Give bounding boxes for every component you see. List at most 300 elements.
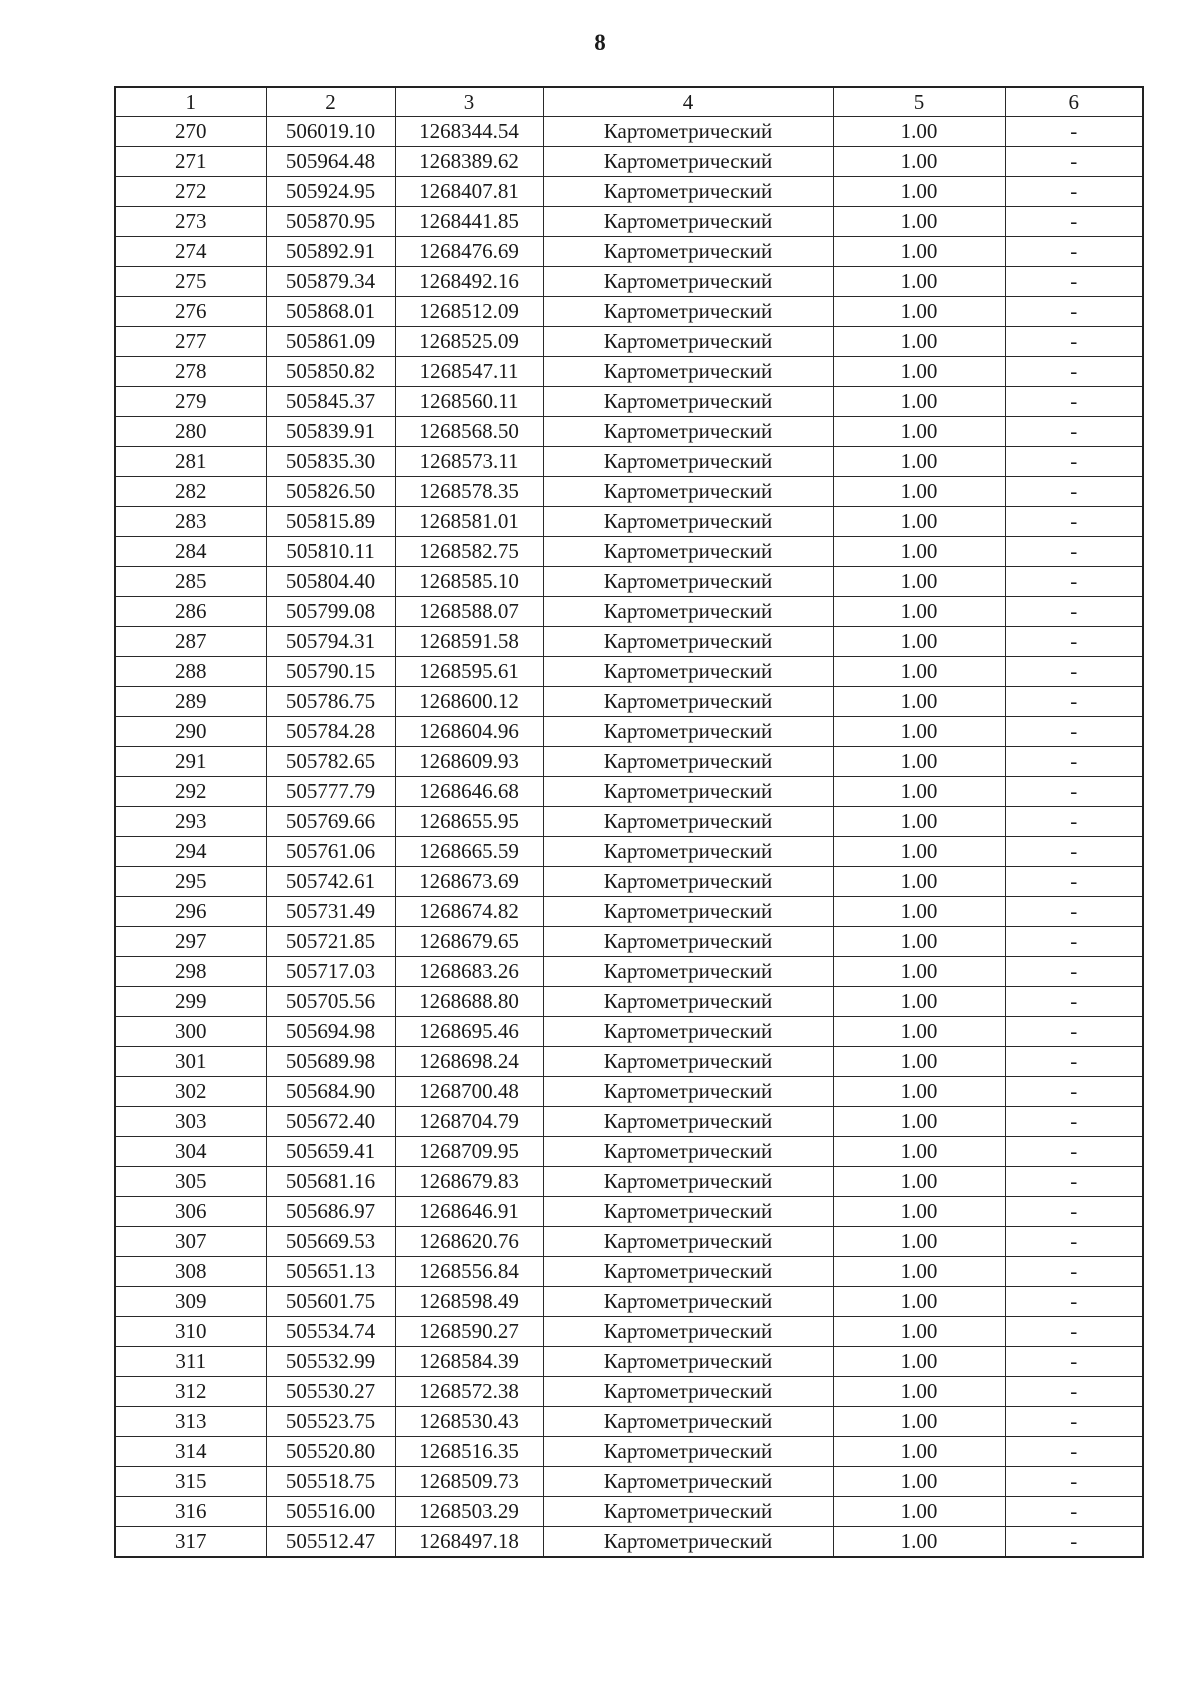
method-cell: Картометрический <box>543 867 833 897</box>
y-coordinate-cell: 1268547.11 <box>395 357 543 387</box>
y-coordinate-cell: 1268492.16 <box>395 267 543 297</box>
table-row <box>115 1407 1143 1437</box>
y-coordinate-cell: 1268568.50 <box>395 417 543 447</box>
table-row <box>115 117 1143 147</box>
x-coordinate-cell: 505845.37 <box>266 387 395 417</box>
y-coordinate-cell: 1268581.01 <box>395 507 543 537</box>
table-row <box>115 1347 1143 1377</box>
method-cell: Картометрический <box>543 117 833 147</box>
accuracy-cell: 1.00 <box>833 1197 1005 1227</box>
point-number-cell: 291 <box>115 747 266 777</box>
x-coordinate-cell: 505782.65 <box>266 747 395 777</box>
description-cell: - <box>1005 687 1143 717</box>
table-row <box>115 207 1143 237</box>
x-coordinate-cell: 505694.98 <box>266 1017 395 1047</box>
point-number-cell: 311 <box>115 1347 266 1377</box>
x-coordinate-cell: 505681.16 <box>266 1167 395 1197</box>
point-number-cell: 295 <box>115 867 266 897</box>
y-coordinate-cell: 1268609.93 <box>395 747 543 777</box>
point-number-cell: 302 <box>115 1077 266 1107</box>
point-number-cell: 283 <box>115 507 266 537</box>
point-number-cell: 272 <box>115 177 266 207</box>
point-number-cell: 282 <box>115 477 266 507</box>
description-cell: - <box>1005 1167 1143 1197</box>
x-coordinate-cell: 505835.30 <box>266 447 395 477</box>
accuracy-cell: 1.00 <box>833 747 1005 777</box>
description-cell: - <box>1005 357 1143 387</box>
description-cell: - <box>1005 957 1143 987</box>
y-coordinate-cell: 1268509.73 <box>395 1467 543 1497</box>
method-cell: Картометрический <box>543 1317 833 1347</box>
column-header: 4 <box>543 87 833 117</box>
description-cell: - <box>1005 1377 1143 1407</box>
y-coordinate-cell: 1268695.46 <box>395 1017 543 1047</box>
point-number-cell: 274 <box>115 237 266 267</box>
table-row <box>115 687 1143 717</box>
description-cell: - <box>1005 1077 1143 1107</box>
method-cell: Картометрический <box>543 177 833 207</box>
table-row <box>115 1467 1143 1497</box>
method-cell: Картометрический <box>543 207 833 237</box>
table-row <box>115 1437 1143 1467</box>
x-coordinate-cell: 505794.31 <box>266 627 395 657</box>
table-row <box>115 627 1143 657</box>
point-number-cell: 299 <box>115 987 266 1017</box>
point-number-cell: 289 <box>115 687 266 717</box>
y-coordinate-cell: 1268591.58 <box>395 627 543 657</box>
method-cell: Картометрический <box>543 237 833 267</box>
table-row <box>115 987 1143 1017</box>
method-cell: Картометрический <box>543 537 833 567</box>
method-cell: Картометрический <box>543 507 833 537</box>
method-cell: Картометрический <box>543 147 833 177</box>
description-cell: - <box>1005 297 1143 327</box>
description-cell: - <box>1005 417 1143 447</box>
y-coordinate-cell: 1268525.09 <box>395 327 543 357</box>
accuracy-cell: 1.00 <box>833 1137 1005 1167</box>
point-number-cell: 276 <box>115 297 266 327</box>
point-number-cell: 307 <box>115 1227 266 1257</box>
accuracy-cell: 1.00 <box>833 597 1005 627</box>
point-number-cell: 313 <box>115 1407 266 1437</box>
accuracy-cell: 1.00 <box>833 1527 1005 1558</box>
table-row <box>115 897 1143 927</box>
method-cell: Картометрический <box>543 1437 833 1467</box>
description-cell: - <box>1005 567 1143 597</box>
point-number-cell: 277 <box>115 327 266 357</box>
x-coordinate-cell: 505769.66 <box>266 807 395 837</box>
table-row <box>115 297 1143 327</box>
x-coordinate-cell: 505530.27 <box>266 1377 395 1407</box>
x-coordinate-cell: 505686.97 <box>266 1197 395 1227</box>
method-cell: Картометрический <box>543 1017 833 1047</box>
y-coordinate-cell: 1268595.61 <box>395 657 543 687</box>
method-cell: Картометрический <box>543 297 833 327</box>
description-cell: - <box>1005 927 1143 957</box>
method-cell: Картометрический <box>543 987 833 1017</box>
description-cell: - <box>1005 1407 1143 1437</box>
method-cell: Картометрический <box>543 687 833 717</box>
description-cell: - <box>1005 627 1143 657</box>
accuracy-cell: 1.00 <box>833 147 1005 177</box>
y-coordinate-cell: 1268556.84 <box>395 1257 543 1287</box>
table-row <box>115 177 1143 207</box>
y-coordinate-cell: 1268698.24 <box>395 1047 543 1077</box>
point-number-cell: 315 <box>115 1467 266 1497</box>
y-coordinate-cell: 1268679.83 <box>395 1167 543 1197</box>
point-number-cell: 310 <box>115 1317 266 1347</box>
x-coordinate-cell: 505839.91 <box>266 417 395 447</box>
x-coordinate-cell: 505518.75 <box>266 1467 395 1497</box>
x-coordinate-cell: 505534.74 <box>266 1317 395 1347</box>
y-coordinate-cell: 1268584.39 <box>395 1347 543 1377</box>
point-number-cell: 287 <box>115 627 266 657</box>
x-coordinate-cell: 505520.80 <box>266 1437 395 1467</box>
point-number-cell: 316 <box>115 1497 266 1527</box>
x-coordinate-cell: 506019.10 <box>266 117 395 147</box>
coordinates-table <box>114 86 1144 1558</box>
x-coordinate-cell: 505705.56 <box>266 987 395 1017</box>
accuracy-cell: 1.00 <box>833 207 1005 237</box>
table-row <box>115 1497 1143 1527</box>
description-cell: - <box>1005 897 1143 927</box>
accuracy-cell: 1.00 <box>833 1227 1005 1257</box>
method-cell: Картометрический <box>543 1377 833 1407</box>
x-coordinate-cell: 505826.50 <box>266 477 395 507</box>
table-row <box>115 357 1143 387</box>
table-row <box>115 1257 1143 1287</box>
point-number-cell: 293 <box>115 807 266 837</box>
table-row <box>115 327 1143 357</box>
description-cell: - <box>1005 807 1143 837</box>
point-number-cell: 301 <box>115 1047 266 1077</box>
accuracy-cell: 1.00 <box>833 1497 1005 1527</box>
accuracy-cell: 1.00 <box>833 507 1005 537</box>
y-coordinate-cell: 1268588.07 <box>395 597 543 627</box>
accuracy-cell: 1.00 <box>833 657 1005 687</box>
y-coordinate-cell: 1268503.29 <box>395 1497 543 1527</box>
accuracy-cell: 1.00 <box>833 957 1005 987</box>
description-cell: - <box>1005 1107 1143 1137</box>
table-row <box>115 417 1143 447</box>
table-row <box>115 747 1143 777</box>
table-body <box>115 117 1143 1558</box>
accuracy-cell: 1.00 <box>833 1077 1005 1107</box>
description-cell: - <box>1005 1527 1143 1558</box>
y-coordinate-cell: 1268646.68 <box>395 777 543 807</box>
x-coordinate-cell: 505689.98 <box>266 1047 395 1077</box>
x-coordinate-cell: 505870.95 <box>266 207 395 237</box>
method-cell: Картометрический <box>543 567 833 597</box>
table-row <box>115 927 1143 957</box>
accuracy-cell: 1.00 <box>833 717 1005 747</box>
point-number-cell: 286 <box>115 597 266 627</box>
y-coordinate-cell: 1268665.59 <box>395 837 543 867</box>
accuracy-cell: 1.00 <box>833 987 1005 1017</box>
page-number: 8 <box>594 30 606 55</box>
table-row <box>115 537 1143 567</box>
method-cell: Картометрический <box>543 267 833 297</box>
y-coordinate-cell: 1268683.26 <box>395 957 543 987</box>
x-coordinate-cell: 505721.85 <box>266 927 395 957</box>
accuracy-cell: 1.00 <box>833 297 1005 327</box>
x-coordinate-cell: 505532.99 <box>266 1347 395 1377</box>
accuracy-cell: 1.00 <box>833 1437 1005 1467</box>
method-cell: Картометрический <box>543 447 833 477</box>
description-cell: - <box>1005 1197 1143 1227</box>
point-number-cell: 309 <box>115 1287 266 1317</box>
method-cell: Картометрический <box>543 777 833 807</box>
table-row <box>115 1017 1143 1047</box>
x-coordinate-cell: 505850.82 <box>266 357 395 387</box>
description-cell: - <box>1005 597 1143 627</box>
table-row <box>115 717 1143 747</box>
x-coordinate-cell: 505790.15 <box>266 657 395 687</box>
point-number-cell: 308 <box>115 1257 266 1287</box>
method-cell: Картометрический <box>543 357 833 387</box>
y-coordinate-cell: 1268582.75 <box>395 537 543 567</box>
x-coordinate-cell: 505786.75 <box>266 687 395 717</box>
point-number-cell: 304 <box>115 1137 266 1167</box>
column-header: 2 <box>266 87 395 117</box>
accuracy-cell: 1.00 <box>833 1287 1005 1317</box>
table-row <box>115 807 1143 837</box>
point-number-cell: 298 <box>115 957 266 987</box>
description-cell: - <box>1005 477 1143 507</box>
method-cell: Картометрический <box>543 477 833 507</box>
table-row <box>115 957 1143 987</box>
column-header: 1 <box>115 87 266 117</box>
x-coordinate-cell: 505761.06 <box>266 837 395 867</box>
accuracy-cell: 1.00 <box>833 867 1005 897</box>
point-number-cell: 271 <box>115 147 266 177</box>
y-coordinate-cell: 1268476.69 <box>395 237 543 267</box>
accuracy-cell: 1.00 <box>833 1257 1005 1287</box>
column-header: 5 <box>833 87 1005 117</box>
x-coordinate-cell: 505784.28 <box>266 717 395 747</box>
description-cell: - <box>1005 267 1143 297</box>
point-number-cell: 288 <box>115 657 266 687</box>
description-cell: - <box>1005 1017 1143 1047</box>
point-number-cell: 314 <box>115 1437 266 1467</box>
accuracy-cell: 1.00 <box>833 897 1005 927</box>
accuracy-cell: 1.00 <box>833 927 1005 957</box>
accuracy-cell: 1.00 <box>833 1017 1005 1047</box>
x-coordinate-cell: 505742.61 <box>266 867 395 897</box>
y-coordinate-cell: 1268679.65 <box>395 927 543 957</box>
accuracy-cell: 1.00 <box>833 687 1005 717</box>
method-cell: Картометрический <box>543 927 833 957</box>
y-coordinate-cell: 1268572.38 <box>395 1377 543 1407</box>
x-coordinate-cell: 505804.40 <box>266 567 395 597</box>
y-coordinate-cell: 1268673.69 <box>395 867 543 897</box>
accuracy-cell: 1.00 <box>833 177 1005 207</box>
x-coordinate-cell: 505523.75 <box>266 1407 395 1437</box>
table-row <box>115 837 1143 867</box>
x-coordinate-cell: 505799.08 <box>266 597 395 627</box>
description-cell: - <box>1005 1227 1143 1257</box>
accuracy-cell: 1.00 <box>833 417 1005 447</box>
point-number-cell: 305 <box>115 1167 266 1197</box>
point-number-cell: 306 <box>115 1197 266 1227</box>
method-cell: Картометрический <box>543 1197 833 1227</box>
accuracy-cell: 1.00 <box>833 537 1005 567</box>
table-row <box>115 1227 1143 1257</box>
table-row <box>115 267 1143 297</box>
column-header: 3 <box>395 87 543 117</box>
accuracy-cell: 1.00 <box>833 477 1005 507</box>
method-cell: Картометрический <box>543 387 833 417</box>
y-coordinate-cell: 1268604.96 <box>395 717 543 747</box>
table-row <box>115 597 1143 627</box>
y-coordinate-cell: 1268560.11 <box>395 387 543 417</box>
x-coordinate-cell: 505669.53 <box>266 1227 395 1257</box>
description-cell: - <box>1005 1467 1143 1497</box>
description-cell: - <box>1005 1287 1143 1317</box>
accuracy-cell: 1.00 <box>833 117 1005 147</box>
method-cell: Картометрический <box>543 1287 833 1317</box>
point-number-cell: 270 <box>115 117 266 147</box>
table-row <box>115 867 1143 897</box>
point-number-cell: 285 <box>115 567 266 597</box>
method-cell: Картометрический <box>543 1227 833 1257</box>
accuracy-cell: 1.00 <box>833 1377 1005 1407</box>
y-coordinate-cell: 1268573.11 <box>395 447 543 477</box>
description-cell: - <box>1005 1317 1143 1347</box>
x-coordinate-cell: 505672.40 <box>266 1107 395 1137</box>
x-coordinate-cell: 505659.41 <box>266 1137 395 1167</box>
table-row <box>115 147 1143 177</box>
method-cell: Картометрический <box>543 717 833 747</box>
point-number-cell: 290 <box>115 717 266 747</box>
description-cell: - <box>1005 837 1143 867</box>
table-row <box>115 1167 1143 1197</box>
y-coordinate-cell: 1268530.43 <box>395 1407 543 1437</box>
y-coordinate-cell: 1268578.35 <box>395 477 543 507</box>
accuracy-cell: 1.00 <box>833 567 1005 597</box>
x-coordinate-cell: 505777.79 <box>266 777 395 807</box>
method-cell: Картометрический <box>543 837 833 867</box>
table-row <box>115 1287 1143 1317</box>
y-coordinate-cell: 1268655.95 <box>395 807 543 837</box>
method-cell: Картометрический <box>543 1077 833 1107</box>
method-cell: Картометрический <box>543 897 833 927</box>
description-cell: - <box>1005 1137 1143 1167</box>
description-cell: - <box>1005 1257 1143 1287</box>
table-row <box>115 1047 1143 1077</box>
description-cell: - <box>1005 777 1143 807</box>
method-cell: Картометрический <box>543 327 833 357</box>
method-cell: Картометрический <box>543 1347 833 1377</box>
y-coordinate-cell: 1268497.18 <box>395 1527 543 1558</box>
description-cell: - <box>1005 447 1143 477</box>
point-number-cell: 294 <box>115 837 266 867</box>
method-cell: Картометрический <box>543 1497 833 1527</box>
method-cell: Картометрический <box>543 747 833 777</box>
accuracy-cell: 1.00 <box>833 447 1005 477</box>
description-cell: - <box>1005 1047 1143 1077</box>
y-coordinate-cell: 1268646.91 <box>395 1197 543 1227</box>
accuracy-cell: 1.00 <box>833 807 1005 837</box>
description-cell: - <box>1005 327 1143 357</box>
point-number-cell: 317 <box>115 1527 266 1558</box>
description-cell: - <box>1005 387 1143 417</box>
accuracy-cell: 1.00 <box>833 1047 1005 1077</box>
x-coordinate-cell: 505815.89 <box>266 507 395 537</box>
description-cell: - <box>1005 1437 1143 1467</box>
point-number-cell: 284 <box>115 537 266 567</box>
description-cell: - <box>1005 537 1143 567</box>
x-coordinate-cell: 505892.91 <box>266 237 395 267</box>
table-row <box>115 447 1143 477</box>
method-cell: Картометрический <box>543 1527 833 1558</box>
y-coordinate-cell: 1268441.85 <box>395 207 543 237</box>
accuracy-cell: 1.00 <box>833 777 1005 807</box>
x-coordinate-cell: 505810.11 <box>266 537 395 567</box>
y-coordinate-cell: 1268344.54 <box>395 117 543 147</box>
x-coordinate-cell: 505861.09 <box>266 327 395 357</box>
description-cell: - <box>1005 237 1143 267</box>
accuracy-cell: 1.00 <box>833 1467 1005 1497</box>
point-number-cell: 281 <box>115 447 266 477</box>
x-coordinate-cell: 505924.95 <box>266 177 395 207</box>
method-cell: Картометрический <box>543 1107 833 1137</box>
y-coordinate-cell: 1268590.27 <box>395 1317 543 1347</box>
method-cell: Картометрический <box>543 417 833 447</box>
column-header: 6 <box>1005 87 1143 117</box>
y-coordinate-cell: 1268674.82 <box>395 897 543 927</box>
method-cell: Картометрический <box>543 957 833 987</box>
x-coordinate-cell: 505964.48 <box>266 147 395 177</box>
point-number-cell: 300 <box>115 1017 266 1047</box>
description-cell: - <box>1005 207 1143 237</box>
table-header-row <box>115 87 1143 117</box>
method-cell: Картометрический <box>543 597 833 627</box>
point-number-cell: 273 <box>115 207 266 237</box>
description-cell: - <box>1005 867 1143 897</box>
accuracy-cell: 1.00 <box>833 1317 1005 1347</box>
method-cell: Картометрический <box>543 1407 833 1437</box>
description-cell: - <box>1005 657 1143 687</box>
table-row <box>115 507 1143 537</box>
method-cell: Картометрический <box>543 1167 833 1197</box>
description-cell: - <box>1005 1347 1143 1377</box>
y-coordinate-cell: 1268407.81 <box>395 177 543 207</box>
table-row <box>115 1317 1143 1347</box>
method-cell: Картометрический <box>543 807 833 837</box>
accuracy-cell: 1.00 <box>833 837 1005 867</box>
table-row <box>115 1527 1143 1558</box>
point-number-cell: 275 <box>115 267 266 297</box>
y-coordinate-cell: 1268389.62 <box>395 147 543 177</box>
x-coordinate-cell: 505651.13 <box>266 1257 395 1287</box>
table-row <box>115 777 1143 807</box>
accuracy-cell: 1.00 <box>833 1167 1005 1197</box>
y-coordinate-cell: 1268700.48 <box>395 1077 543 1107</box>
y-coordinate-cell: 1268704.79 <box>395 1107 543 1137</box>
point-number-cell: 279 <box>115 387 266 417</box>
x-coordinate-cell: 505601.75 <box>266 1287 395 1317</box>
table-row <box>115 657 1143 687</box>
x-coordinate-cell: 505868.01 <box>266 297 395 327</box>
accuracy-cell: 1.00 <box>833 387 1005 417</box>
table-row <box>115 387 1143 417</box>
x-coordinate-cell: 505731.49 <box>266 897 395 927</box>
x-coordinate-cell: 505684.90 <box>266 1077 395 1107</box>
point-number-cell: 296 <box>115 897 266 927</box>
x-coordinate-cell: 505879.34 <box>266 267 395 297</box>
x-coordinate-cell: 505516.00 <box>266 1497 395 1527</box>
